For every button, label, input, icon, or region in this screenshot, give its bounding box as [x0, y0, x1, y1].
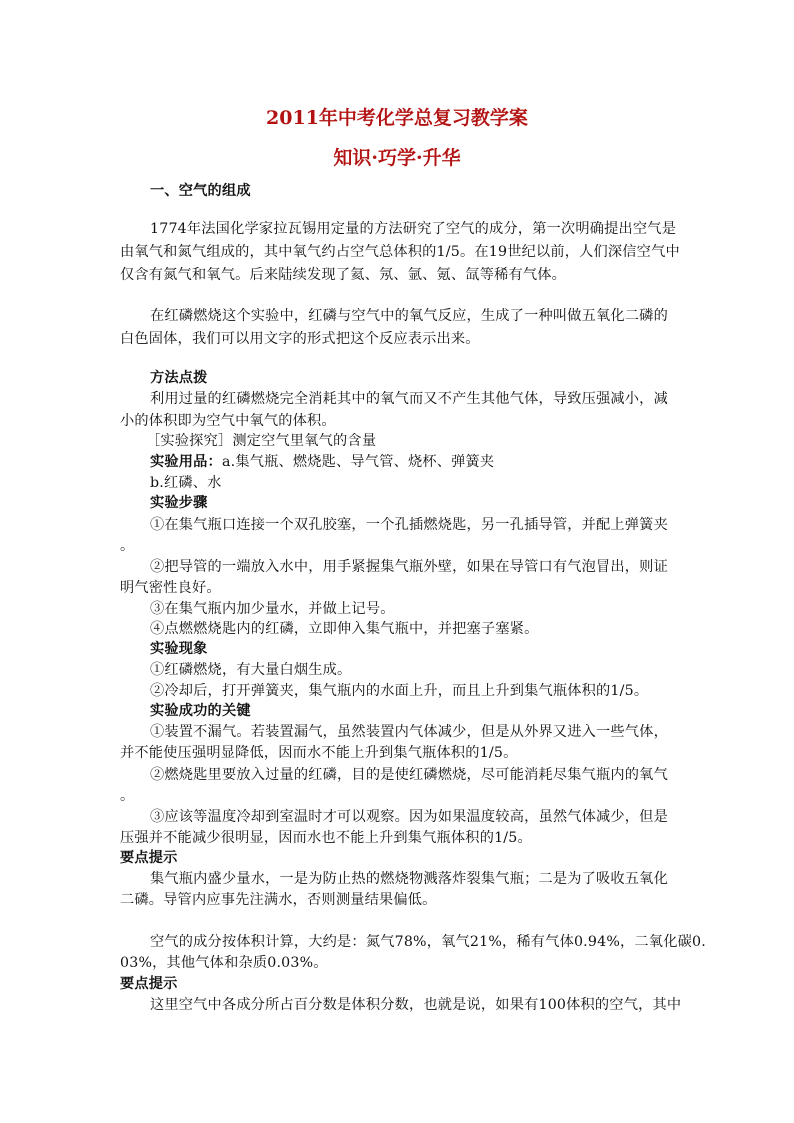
keys-heading: 实验成功的关键	[150, 703, 251, 719]
paragraph-line: 1774年法国化学家拉瓦锡用定量的方法研究了空气的成分，第一次明确提出空气是	[150, 221, 677, 237]
key-line: ①装置不漏气。若装置漏气，虽然装置内气体减少，但是从外界又进入一些气体，	[150, 724, 668, 740]
materials-label: 实验用品：	[150, 454, 222, 470]
paragraph-line: 利用过量的红磷燃烧完全消耗其中的氧气而又不产生其他气体，导致压强减小，减	[150, 391, 668, 407]
experiment-title: ［实验探究］测定空气里氧气的含量	[146, 433, 377, 449]
tips-heading: 要点提示	[120, 976, 178, 992]
section-heading: 一、空气的组成	[150, 183, 251, 199]
step-line: 明气密性良好。	[120, 580, 221, 596]
key-line: 。	[120, 788, 135, 804]
tips-heading: 要点提示	[120, 850, 178, 866]
step-line: ③在集气瓶内加少量水，并做上记号。	[150, 601, 395, 617]
paragraph-line: 仅含有氮气和氧气。后来陆续发现了氦、氖、氩、氪、氙等稀有气体。	[120, 267, 567, 283]
phenomenon-line: ①红磷燃烧，有大量白烟生成。	[150, 662, 352, 678]
steps-heading: 实验步骤	[150, 495, 208, 511]
document-subtitle: 知识·巧学·升华	[333, 147, 461, 169]
step-line: ②把导管的一端放入水中，用手紧握集气瓶外壁，如果在导管口有气泡冒出，则证	[150, 559, 668, 575]
materials-a: a.集气瓶、燃烧匙、导气管、烧杯、弹簧夹	[221, 454, 495, 470]
materials-line	[150, 452, 494, 472]
key-line: ②燃烧匙里要放入过量的红磷，目的是使红磷燃烧，尽可能消耗尽集气瓶内的氧气	[150, 767, 668, 783]
paragraph-line: 由氧气和氮气组成的，其中氧气约占空气总体积的1/5。在19世纪以前，人们深信空气中	[120, 244, 680, 260]
composition-line: 空气的成分按体积计算，大约是：氮气78%，氧气21%，稀有气体0.94%，二氧化碳0.	[150, 934, 706, 950]
step-line: ④点燃燃烧匙内的红磷，立即伸入集气瓶中，并把塞子塞紧。	[150, 621, 539, 637]
step-line: ①在集气瓶口连接一个双孔胶塞，一个孔插燃烧匙，另一孔插导管，并配上弹簧夹	[150, 517, 668, 533]
phenomenon-line: ②冷却后，打开弹簧夹，集气瓶内的水面上升，而且上升到集气瓶体积的1/5。	[150, 683, 649, 699]
key-line: 并不能使压强明显降低，因而水不能上升到集气瓶体积的1/5。	[120, 745, 518, 761]
tip-line: 这里空气中各成分所占百分数是体积分数，也就是说，如果有100体积的空气，其中	[150, 997, 682, 1013]
phenomena-heading: 实验现象	[150, 641, 208, 657]
materials-b: b.红磷、水	[150, 475, 222, 491]
step-line: 。	[120, 538, 135, 554]
key-line: 压强并不能减少很明显，因而水也不能上升到集气瓶体积的1/5。	[120, 830, 532, 846]
paragraph-line: 在红磷燃烧这个实验中，红磷与空气中的氧气反应，生成了一种叫做五氧化二磷的	[150, 308, 668, 324]
tip-line: 集气瓶内盛少量水，一是为防止热的燃烧物溅落炸裂集气瓶；二是为了吸收五氧化	[150, 871, 668, 887]
key-line: ③应该等温度冷却到室温时才可以观察。因为如果温度较高，虽然气体减少，但是	[150, 809, 668, 825]
composition-line: 03%，其他气体和杂质0.03%。	[120, 955, 328, 971]
paragraph-line: 白色固体，我们可以用文字的形式把这个反应表示出来。	[120, 331, 480, 347]
document-title: 2011年中考化学总复习教学案	[266, 107, 528, 129]
paragraph-line: 小的体积即为空气中氧气的体积。	[120, 413, 336, 429]
tip-line: 二磷。导管内应事先注满水，否则测量结果偏低。	[120, 892, 437, 908]
method-heading: 方法点拨	[150, 370, 208, 386]
